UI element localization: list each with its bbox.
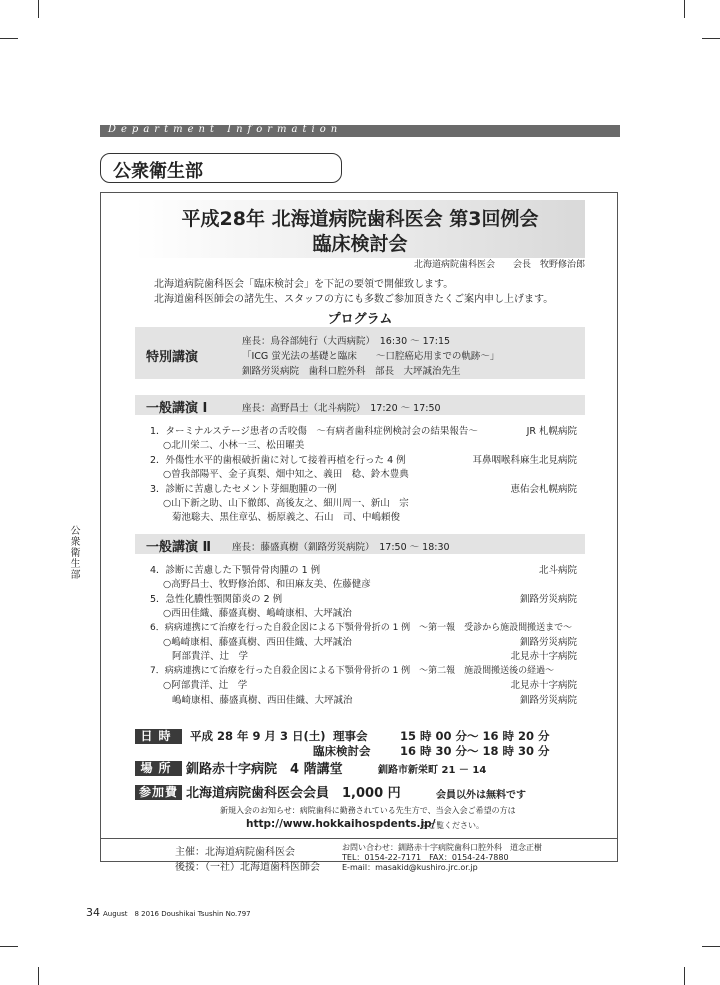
place-tag: 場所 [135, 761, 182, 776]
crop-mark [38, 0, 39, 18]
issue-info: August 8 2016 Doushikai Tsushin No.797 [103, 910, 251, 918]
lecture-1-title: 1．ターミナルステージ患者の舌咬傷 ～有病者歯科症例検討会の結果報告～ [150, 426, 478, 437]
lecture-5-authors: ○西田佳織、藤盛真樹、嶋崎康相、大坪誠治 [163, 608, 352, 619]
lecture-7-title: 7．病病連携にて治療を行った自殺企図による下顎骨骨折の 1 例 ～第二報 施設間搬送後の経過～ [150, 666, 555, 676]
box-divider [100, 838, 618, 839]
lecture-5-inst: 釧路労災病院 [519, 594, 577, 605]
date-value: 平成 28 年 9 月 3 日(土) [190, 729, 326, 743]
page-number: 34 [86, 906, 100, 919]
special-topic: 「ICG 蛍光法の基礎と臨床 ～口腔癌応用までの軌跡～」 [242, 351, 500, 362]
section-tab [100, 153, 342, 183]
place-value: 釧路赤十字病院 4 階講堂 [186, 762, 343, 777]
crop-mark [38, 967, 39, 985]
department-label: Department Information [108, 124, 343, 135]
special-speaker: 釧路労災病院 歯科口腔外科 部長 大坪誠治先生 [242, 366, 461, 377]
lecture-1-inst: JR 札幌病院 [526, 426, 577, 437]
general-lecture-2-label: 一般講演 Ⅱ [146, 540, 212, 555]
support: 後援：（一社）北海道歯科医師会 [175, 862, 320, 873]
crop-mark [684, 0, 685, 18]
lecture-2-inst: 耳鼻咽喉科麻生北見病院 [472, 455, 577, 466]
date-time-1: 15 時 00 分～ 16 時 20 分 [400, 729, 550, 743]
contact-line-1: お問い合わせ：釧路赤十字病院歯科口腔外科 道念正樹 [342, 843, 542, 852]
member-note: 新規入会のお知らせ：病院歯科に勤務されている先生方で、当会入会ご希望の方は [220, 806, 516, 815]
date-time-2: 16 時 30 分～ 18 時 30 分 [400, 744, 550, 758]
program-heading: プログラム [327, 312, 393, 327]
lecture-4-inst: 北斗病院 [538, 565, 577, 576]
lecture-7-inst: 北見赤十字病院 [510, 680, 577, 691]
lecture-2-title: 2．外傷性水平的歯根破折歯に対して接着再植を行った 4 例 [150, 455, 406, 466]
date-event-1: 理事会 [333, 729, 368, 743]
crop-mark [0, 946, 18, 947]
lecture-4-title: 4．診断に苦慮した下顎骨骨肉腫の 1 例 [150, 565, 321, 576]
lecture-7-authors-2: 嶋崎康相、藤盛真樹、西田佳織、大坪誠治 [172, 695, 353, 706]
fee-tag: 参加費 [135, 785, 182, 800]
lecture-1-authors: ○北川栄二、小林一三、松田曜美 [163, 440, 305, 451]
website-link[interactable]: http://www.hokkaihospdents.jp/ [246, 818, 436, 830]
lecture-6-inst: 釧路労災病院 [519, 637, 577, 648]
crop-mark [0, 38, 18, 39]
lecture-7-inst-2: 釧路労災病院 [519, 695, 577, 706]
host: 主催：北海道病院歯科医会 [175, 847, 295, 858]
lecture-6-authors-2: 阿部貴洋、辻 学 [172, 651, 249, 662]
lecture-2-authors: ○曽我部陽平、金子真梨、畑中知之、義田 稔、鈴木豊典 [163, 469, 409, 480]
section-title: 公衆衛生部 [113, 161, 203, 182]
lecture-7-authors: ○阿部貴洋、辻 学 [163, 680, 248, 691]
crop-mark [702, 38, 720, 39]
fee-value: 北海道病院歯科医会会員 1,000 円 [186, 786, 401, 801]
special-chair: 座長：鳥谷部純行（大西病院） 16:30 ～ 17:15 [242, 336, 451, 347]
lecture-4-authors: ○高野昌士、牧野修治郎、和田麻友美、佐藤健彦 [163, 579, 371, 590]
byline: 北海道病院歯科医会 会長 牧野修治郎 [413, 260, 585, 270]
lecture-6-title: 6．病病連携にて治療を行った自殺企図による下顎骨骨折の 1 例 ～第一報 受診から施設間搬送まで～ [150, 623, 573, 633]
contact-line-3: E-mail：masakid@kushiro.jrc.or.jp [342, 863, 478, 872]
lecture-3-authors-2: 菊池聡夫、黒住章弘、栃原義之、石山 司、中嶋頼俊 [172, 512, 401, 523]
lecture-3-inst: 恵佑会札幌病院 [510, 484, 577, 495]
general-lecture-1-chair: 座長：高野昌士（北斗病院） 17:20 ～ 17:50 [242, 403, 441, 414]
date-event-2: 臨床検討会 [313, 744, 371, 758]
lecture-3-authors: ○山下新之助、山下徹郎、高後友之、細川周一、新山 宗 [163, 498, 409, 509]
department-bar [100, 125, 620, 137]
general-lecture-2-chair: 座長：藤盛真樹（釧路労災病院） 17:50 ～ 18:30 [232, 542, 450, 553]
lecture-6-authors: ○嶋崎康相、藤盛真樹、西田佳織、大坪誠治 [163, 637, 352, 648]
lecture-5-title: 5．急性化膿性顎関節炎の 2 例 [150, 594, 283, 605]
website-suffix: をご覧ください。 [420, 821, 484, 830]
side-label: 公衆衛生部 [68, 525, 79, 580]
crop-mark [702, 946, 720, 947]
lecture-3-title: 3．診断に苦慮したセメント芽細胞腫の一例 [150, 484, 337, 495]
intro-line-2: 北海道歯科医師会の諸先生、スタッフの方にも多数ご参加頂きたくご案内申し上げます。 [154, 294, 554, 305]
event-subtitle: 臨床検討会 [312, 233, 408, 255]
general-lecture-1-label: 一般講演 Ⅰ [146, 401, 208, 416]
event-title: 平成28年 北海道病院歯科医会 第3回例会 [181, 208, 539, 230]
date-tag: 日時 [135, 729, 182, 744]
fee-note: 会員以外は無料です [436, 790, 526, 801]
contact-line-2: TEL：0154-22-7171 FAX：0154-24-7880 [342, 853, 509, 862]
special-lecture-label: 特別講演 [146, 350, 199, 365]
intro-line-1: 北海道病院歯科医会「臨床検討会」を下記の要領で開催致します。 [154, 279, 454, 290]
crop-mark [684, 967, 685, 985]
place-address: 釧路市新栄町 21 － 14 [378, 765, 487, 776]
lecture-6-inst-2: 北見赤十字病院 [510, 651, 577, 662]
